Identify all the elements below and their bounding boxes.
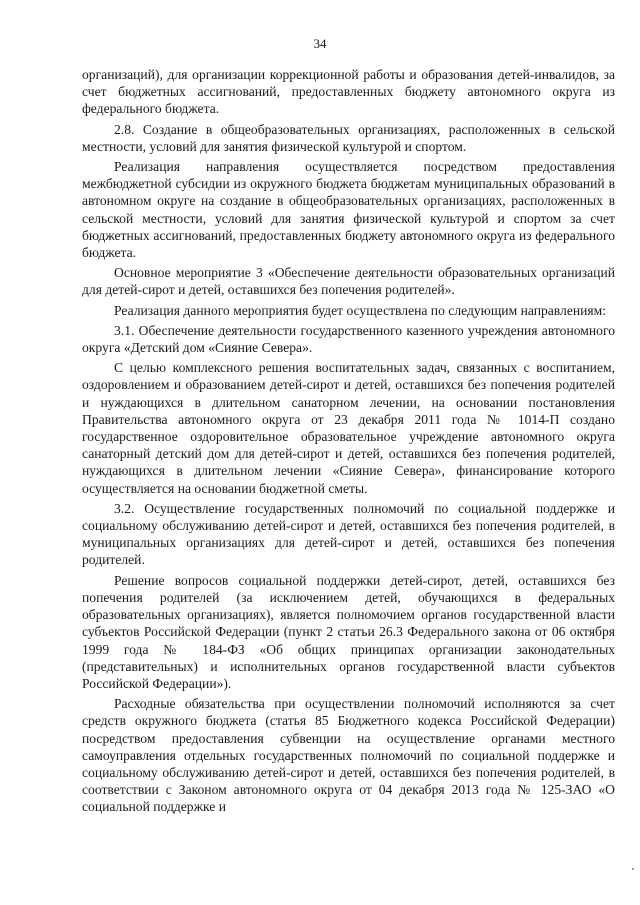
- document-body: [82, 66, 615, 819]
- paragraph-direction-implementation: Реализация направления осуществляется посредством предоставления межбюджетной субсидии из окружного бюджета бюджетам муниципальных образований в автономном округе на создание в общеобразовательных организациях, расположенных в сельской местности, условий для занятия физической культурой и спортом за счет бюджетных ассигнований, предоставленных бюджету автономного округа из федерального бюджета.: [82, 159, 615, 261]
- paragraph-continuation: организаций), для организации коррекционной работы и образования детей-инвалидов, за счет бюджетных ассигнований, предоставленных бюджету автономного округа из федерального бюджета.: [82, 67, 615, 117]
- paragraph-measure-directions: Реализация данного мероприятия будет осуществлена по следующим направлениям:: [114, 302, 607, 318]
- paragraph-item-3-1: 3.1. Обеспечение деятельности государственного казенного учреждения автономного округа «Детский дом «Сияние Севера».: [82, 322, 615, 356]
- paragraph-item-2-8: 2.8. Создание в общеобразовательных организациях, расположенных в сельской местности, условий для занятия физической культурой и спортом.: [82, 121, 615, 154]
- paragraph-main-measure-3: Основное мероприятие 3 «Обеспечение деятельности образовательных организаций для детей-сирот и детей, оставшихся без попечения родителей».: [82, 265, 615, 298]
- paragraph-item-3-2: 3.2. Осуществление государственных полномочий по социальной поддержке и социальному обслуживанию детей-сирот и детей, оставшихся без попечения родителей, в муниципальных организациях для детей-сирот и детей, оставшихся без попечения родителей.: [82, 500, 615, 568]
- scan-artifact: [632, 868, 634, 870]
- paragraph-social-support-powers: Решение вопросов социальной поддержки детей-сирот, детей, оставшихся без попечения родителей (за исключением детей, обучающихся в федеральных образовательных организациях), является полномочием органов государственной власти субъектов Российской Федерации (пункт 2 статьи 26.3 Федерального закона от 06 октября 1999 года № 184-ФЗ «Об общих принципах организации законодательных (представительных) и исполнительных органов государственной власти субъектов Российской Федерации»).: [82, 572, 615, 691]
- page-number: 34: [313, 36, 327, 51]
- paragraph-expenditure-obligations: Расходные обязательства при осуществлении полномочий исполняются за счет средств окружного бюджета (статья 85 Бюджетного кодекса Российской Федерации) посредством предоставления субвенции на осуществление органами местного самоуправления отдельных государственных полномочий по социальной поддержке и социальному обслуживанию детей-сирот и детей, оставшихся без попечения родителей, в соответствии с Законом автономного округа от 04 декабря 2013 года № 125-ЗАО «О социальной поддержке и: [82, 696, 615, 815]
- paragraph-orphanage-description: С целью комплексного решения воспитательных задач, связанных с воспитанием, оздоровлением и образованием детей-сирот и детей, оставшихся без попечения родителей и нуждающихся в длительном санаторном лечении, на основании постановления Правительства автономного округа от 23 декабря 2011 года № 1014-П создано государственное оздоровительное образовательное учреждение автономного округа санаторный детский дом для детей-сирот и детей, оставшихся без попечения родителей, нуждающихся в длительном лечении «Сияние Севера», финансирование которого осуществляется на основании бюджетной сметы.: [82, 360, 615, 496]
